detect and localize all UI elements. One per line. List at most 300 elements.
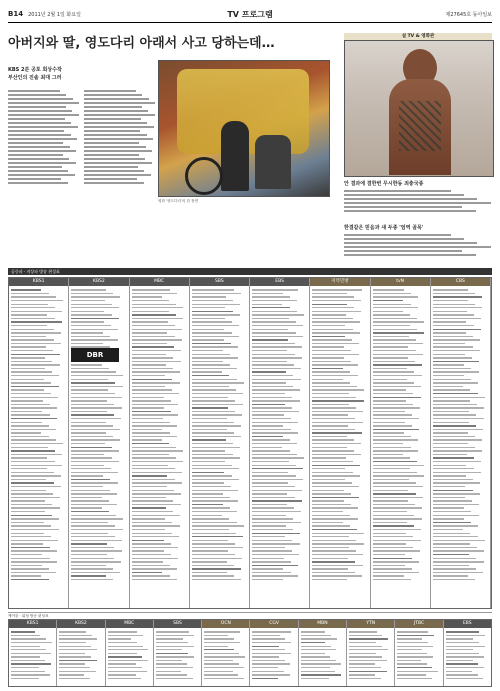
text-line — [8, 114, 79, 116]
listing-line — [252, 475, 296, 476]
listing-line — [132, 346, 175, 347]
listing-line — [252, 386, 293, 387]
listing-line — [373, 389, 407, 390]
text-line — [8, 130, 64, 132]
listing-line — [433, 550, 484, 551]
listing-line — [433, 289, 468, 290]
listing-line — [252, 350, 287, 351]
channel-header: CGV — [250, 620, 297, 628]
listing-line — [11, 568, 49, 569]
listing-line — [397, 663, 426, 664]
listing-line — [132, 411, 171, 412]
listing-line — [11, 300, 63, 301]
listing-line — [11, 389, 44, 390]
listing-line — [192, 504, 223, 505]
listing-line — [301, 649, 337, 650]
listing-line — [132, 518, 166, 519]
listing-line — [373, 293, 412, 294]
text-line — [84, 146, 146, 148]
listing-line — [132, 568, 178, 569]
sidebar-label: 설 TV & 영화관 — [344, 33, 492, 40]
listing-line — [59, 667, 90, 668]
channel-column — [190, 278, 250, 608]
listing-line — [301, 663, 342, 664]
listing-line — [71, 321, 104, 322]
listing-line — [349, 678, 381, 679]
listing-line — [132, 507, 166, 508]
text-line — [8, 106, 66, 108]
listing-line — [71, 525, 115, 526]
listing-line — [312, 375, 357, 376]
listing-line — [11, 371, 52, 372]
feature-lead — [8, 66, 100, 82]
listing-line — [132, 575, 170, 576]
listing-line — [433, 407, 484, 408]
listing-line — [433, 393, 478, 394]
listing-line — [59, 642, 85, 643]
listing-line — [11, 486, 61, 487]
listing-line — [252, 522, 301, 523]
text-line — [344, 246, 491, 248]
listing-line — [312, 533, 364, 534]
listing-line — [433, 439, 483, 440]
listing-line — [373, 515, 415, 516]
listing-line — [312, 465, 360, 466]
listing-line — [71, 375, 123, 376]
listing-line — [252, 461, 289, 462]
listing-line — [192, 422, 235, 423]
listing-line — [71, 382, 115, 383]
listing-line — [71, 465, 104, 466]
article-column-1 — [8, 88, 80, 194]
listing-line — [252, 543, 300, 544]
listing-line — [71, 547, 114, 548]
listing-line — [192, 382, 244, 383]
listing-line — [132, 486, 167, 487]
listing-line — [192, 386, 229, 387]
listing-line — [433, 300, 468, 301]
listing-line — [132, 382, 180, 383]
listing-line — [11, 472, 54, 473]
listing-line — [132, 422, 171, 423]
listing-line — [192, 414, 242, 415]
listing-line — [433, 414, 477, 415]
listing-line — [301, 656, 330, 657]
listing-line — [132, 522, 173, 523]
listing-line — [373, 296, 419, 297]
listing-line — [132, 386, 165, 387]
listing-line — [312, 414, 348, 415]
listing-line — [433, 465, 467, 466]
listing-line — [192, 579, 241, 580]
listing-line — [11, 454, 62, 455]
listing-line — [204, 631, 240, 632]
listing-line — [11, 289, 41, 290]
listing-line — [312, 400, 363, 401]
channel-header: MBC — [106, 620, 153, 628]
listing-line — [132, 475, 168, 476]
listing-line — [11, 507, 60, 508]
listing-line — [312, 304, 346, 305]
listing-line — [11, 475, 61, 476]
listing-line — [71, 329, 118, 330]
listing-line — [373, 454, 403, 455]
listing-line — [252, 339, 288, 340]
listing-line — [71, 368, 109, 369]
listing-line — [192, 550, 228, 551]
listing-line — [11, 354, 60, 355]
listing-line — [108, 671, 148, 672]
listing-line — [252, 649, 284, 650]
listing-line — [192, 289, 234, 290]
listing-line — [156, 642, 188, 643]
listing-line — [312, 443, 361, 444]
channel-column — [250, 620, 298, 686]
listing-line — [192, 411, 235, 412]
listing-line — [71, 300, 105, 301]
listing-line — [397, 642, 427, 643]
listing-line — [132, 379, 173, 380]
listing-line — [252, 314, 304, 315]
listing-line — [192, 547, 243, 548]
listing-line — [71, 493, 117, 494]
listing-line — [433, 375, 464, 376]
listing-line — [397, 674, 426, 675]
listing-line — [312, 343, 359, 344]
listing-line — [252, 447, 282, 448]
listing-line — [71, 561, 121, 562]
text-line — [84, 182, 144, 184]
listing-line — [71, 518, 123, 519]
listing-line — [446, 638, 474, 639]
listing-line — [349, 656, 381, 657]
listing-line — [397, 653, 427, 654]
listing-line — [446, 663, 478, 664]
channel-header: SBS — [154, 620, 201, 628]
listing-line — [373, 289, 404, 290]
listing-line — [192, 465, 232, 466]
listing-line — [446, 656, 485, 657]
lead-line-2: 부산인의 진솔 최대 그러 — [8, 75, 62, 81]
sidebar-body-1 — [344, 188, 492, 218]
listing-line — [132, 432, 170, 433]
listing-line — [71, 289, 105, 290]
listing-line — [71, 343, 102, 344]
channel-header: tvN — [371, 278, 430, 286]
listing-line — [59, 663, 85, 664]
listing-line — [373, 439, 419, 440]
listing-line — [433, 529, 463, 530]
listing-line — [433, 325, 474, 326]
listing-line — [373, 318, 418, 319]
listing-line — [192, 379, 237, 380]
sidebar-body-2 — [344, 232, 492, 262]
listing-line — [312, 425, 347, 426]
listing-line — [11, 529, 59, 530]
listing-line — [71, 536, 115, 537]
listing-line — [11, 525, 51, 526]
listing-line — [252, 332, 296, 333]
listing-line — [433, 522, 471, 523]
listing-line — [312, 307, 353, 308]
listing-line — [433, 468, 474, 469]
listing-line — [252, 507, 294, 508]
listing-line — [312, 490, 344, 491]
listing-line — [312, 472, 352, 473]
channel-column — [395, 620, 443, 686]
listing-line — [301, 660, 336, 661]
listing-line — [11, 357, 45, 358]
listing-line — [373, 536, 414, 537]
listing-line — [252, 468, 303, 469]
listing-line — [11, 554, 42, 555]
listing-line — [433, 479, 473, 480]
channel-column — [106, 620, 154, 686]
listing-line — [397, 638, 422, 639]
listing-line — [312, 429, 355, 430]
listing-line — [252, 325, 303, 326]
listing-line — [132, 457, 176, 458]
listing-line — [192, 525, 244, 526]
listing-line — [312, 296, 354, 297]
text-line — [84, 90, 136, 92]
listing-line — [252, 663, 290, 664]
listing-line — [312, 389, 364, 390]
listing-line — [433, 565, 469, 566]
listing-line — [192, 558, 242, 559]
listing-line — [192, 307, 226, 308]
listing-line — [71, 486, 102, 487]
listing-line — [11, 678, 39, 679]
listing-line — [11, 296, 56, 297]
listing-line — [373, 518, 422, 519]
listing-line — [11, 429, 56, 430]
text-line — [84, 118, 141, 120]
listing-line — [108, 667, 142, 668]
listing-line — [71, 393, 115, 394]
listing-line — [132, 318, 183, 319]
listing-line — [132, 490, 175, 491]
listing-line — [132, 500, 174, 501]
listing-line — [192, 296, 226, 297]
listing-line — [373, 579, 412, 580]
listing-line — [373, 361, 416, 362]
listing-line — [433, 579, 476, 580]
listing-line — [192, 533, 236, 534]
listing-line — [192, 561, 227, 562]
listing-line — [71, 418, 121, 419]
listing-line — [301, 642, 325, 643]
listing-line — [132, 289, 170, 290]
listing-line — [11, 660, 45, 661]
listing-line — [192, 507, 230, 508]
listing-line — [11, 653, 51, 654]
text-line — [84, 126, 154, 128]
listing-line — [397, 671, 438, 672]
listing-line — [312, 493, 351, 494]
listing-line — [373, 407, 421, 408]
listing-line — [252, 504, 287, 505]
listing-line — [252, 550, 292, 551]
listing-line — [373, 397, 421, 398]
listing-line — [252, 579, 283, 580]
listing-line — [11, 343, 61, 344]
listing-line — [132, 321, 168, 322]
listing-line — [373, 533, 407, 534]
listing-line — [252, 671, 284, 672]
listing-line — [252, 457, 304, 458]
channel-header: KBS2 — [57, 620, 104, 628]
listing-line — [433, 429, 483, 430]
listing-line — [433, 329, 481, 330]
listing-line — [192, 329, 225, 330]
listing-line — [59, 674, 84, 675]
listing-line — [71, 325, 111, 326]
listing-line — [433, 336, 473, 337]
listing-line — [252, 558, 284, 559]
listing-line — [192, 432, 234, 433]
listing-line — [373, 472, 417, 473]
listing-line — [373, 461, 418, 462]
listing-line — [349, 638, 388, 639]
listing-line — [252, 529, 293, 530]
listing-line — [132, 339, 182, 340]
listing-line — [433, 482, 481, 483]
listing-line — [11, 332, 61, 333]
listing-line — [204, 653, 239, 654]
listing-line — [192, 486, 231, 487]
listing-line — [312, 447, 346, 448]
listing-line — [71, 522, 108, 523]
listing-line — [252, 368, 301, 369]
listing-line — [433, 361, 479, 362]
listing-line — [446, 653, 479, 654]
listing-line — [192, 450, 226, 451]
listing-line — [108, 642, 137, 643]
listing-line — [71, 529, 122, 530]
text-line — [8, 134, 71, 136]
cable-bar: 케이블 · 위성 방송 편성표 — [8, 612, 492, 619]
text-line — [8, 126, 78, 128]
listing-line — [71, 425, 113, 426]
listing-line — [71, 565, 106, 566]
listing-line — [373, 329, 417, 330]
listing-line — [192, 522, 237, 523]
listing-line — [11, 649, 46, 650]
listing-line — [433, 425, 476, 426]
listing-line — [312, 386, 357, 387]
listing-line — [71, 454, 104, 455]
listing-line — [373, 497, 423, 498]
listing-line — [373, 422, 405, 423]
listing-line — [373, 386, 422, 387]
schedule-grid — [8, 277, 492, 609]
listing-line — [132, 472, 183, 473]
listing-line — [252, 296, 290, 297]
listing-line — [433, 558, 477, 559]
listing-line — [433, 354, 465, 355]
listing-line — [11, 515, 52, 516]
listing-line — [312, 479, 345, 480]
listing-line — [433, 346, 473, 347]
listing-line — [433, 304, 475, 305]
listing-line — [71, 364, 101, 365]
listing-line — [11, 314, 47, 315]
listing-line — [192, 472, 225, 473]
listing-line — [132, 525, 180, 526]
listing-line — [252, 397, 292, 398]
channel-header: 지역민방 — [310, 278, 369, 286]
listing-line — [433, 493, 480, 494]
listing-line — [156, 638, 183, 639]
listing-line — [373, 522, 407, 523]
channel-header: YTN — [347, 620, 394, 628]
listing-line — [156, 674, 187, 675]
listing-line — [132, 300, 170, 301]
listing-line — [11, 631, 35, 632]
listing-line — [132, 515, 181, 516]
listing-line — [71, 304, 112, 305]
listing-line — [252, 568, 283, 569]
listing-line — [397, 678, 432, 679]
listing-line — [192, 332, 232, 333]
listing-line — [192, 371, 222, 372]
listing-line — [433, 475, 466, 476]
listing-line — [373, 307, 418, 308]
text-line — [8, 110, 72, 112]
listing-line — [433, 307, 482, 308]
text-line — [344, 234, 451, 236]
listing-line — [373, 540, 421, 541]
listing-line — [433, 343, 466, 344]
listing-line — [11, 518, 59, 519]
listing-line — [71, 293, 112, 294]
channel-column — [371, 278, 431, 608]
listing-line — [373, 554, 406, 555]
listing-line — [312, 475, 360, 476]
listing-line — [192, 346, 238, 347]
text-line — [344, 210, 476, 212]
listing-line — [312, 500, 343, 501]
listing-line — [312, 504, 351, 505]
sidebar-headline-2: 한결같은 믿음과 새 두종 '엄역 골목' — [344, 225, 424, 231]
listing-line — [192, 321, 232, 322]
listing-line — [433, 321, 467, 322]
sidebar-headline-1: 안 결과에 결한번 무시한동 죄충국종 — [344, 181, 424, 187]
listing-line — [11, 667, 39, 668]
listing-line — [349, 653, 376, 654]
listing-line — [192, 304, 241, 305]
listing-line — [312, 522, 342, 523]
listing-line — [59, 646, 91, 647]
listing-line — [433, 386, 463, 387]
listing-line — [433, 525, 478, 526]
listing-line — [252, 414, 284, 415]
listing-line — [433, 554, 469, 555]
listing-line — [446, 660, 473, 661]
listing-line — [433, 422, 469, 423]
text-line — [8, 146, 70, 148]
listing-line — [252, 404, 285, 405]
listing-line — [11, 450, 55, 451]
listing-line — [11, 550, 57, 551]
listing-line — [71, 432, 105, 433]
listing-line — [192, 439, 226, 440]
listing-line — [71, 475, 103, 476]
listing-line — [312, 321, 360, 322]
channel-header: MBN — [299, 620, 346, 628]
listing-line — [11, 432, 41, 433]
